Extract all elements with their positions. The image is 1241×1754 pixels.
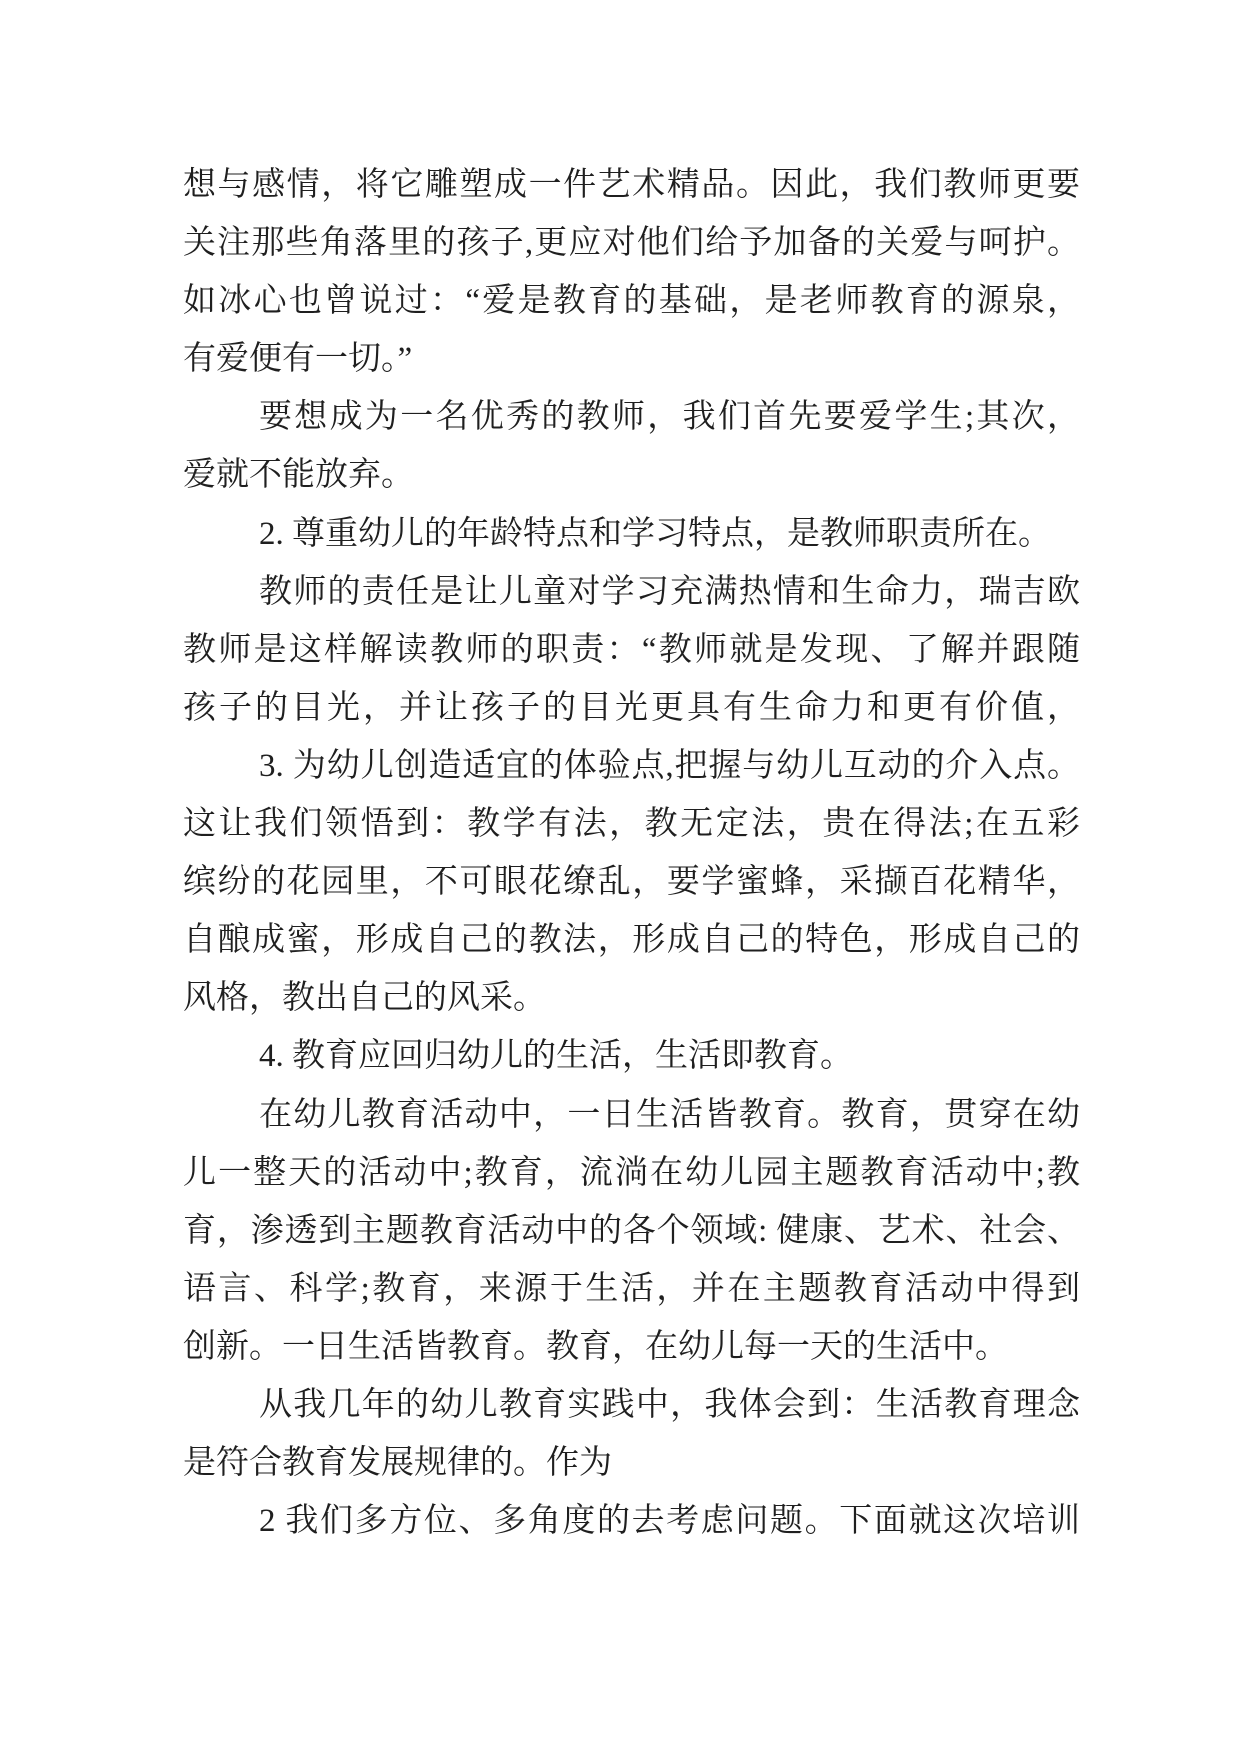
text-line: 2. 尊重幼儿的年龄特点和学习特点，是教师职责所在。 bbox=[259, 515, 1051, 552]
para-point-3 bbox=[183, 737, 1080, 1027]
text-line: 是符合教育发展规律的。作为 bbox=[183, 1445, 612, 1482]
para-teacher-duty bbox=[183, 563, 1080, 737]
text-line: 要想成为一名优秀的教师，我们首先要爱学生;其次， bbox=[259, 399, 1080, 436]
text-line: 4. 教育应回归幼儿的生活，生活即教育。 bbox=[259, 1038, 853, 1075]
para-continuation-love bbox=[183, 156, 1080, 388]
text-line: 想与感情，将它雕塑成一件艺术精品。因此，我们教师更要 bbox=[183, 167, 1080, 203]
text-line: 2 我们多方位、多角度的去考虑问题。下面就这次培训 bbox=[259, 1503, 1080, 1540]
text-line: 爱就不能放弃。 bbox=[183, 457, 414, 494]
text-block bbox=[183, 156, 1080, 1550]
text-line: 缤纷的花园里，不可眼花缭乱，要学蜜蜂，采撷百花精华， bbox=[183, 864, 1080, 901]
text-line: 教师是这样解读教师的职责：“教师就是发现、了解并跟随 bbox=[183, 631, 1080, 668]
text-line: 自酿成蜜，形成自己的教法，形成自己的特色，形成自己的 bbox=[183, 922, 1080, 959]
para-life-education bbox=[183, 1086, 1080, 1376]
text-line: 孩子的目光，并让孩子的目光更具有生命力和更有价值， bbox=[183, 689, 1080, 726]
para-point-2 bbox=[183, 505, 1080, 563]
text-line: 在幼儿教育活动中，一日生活皆教育。教育，贯穿在幼 bbox=[259, 1096, 1080, 1133]
para-point-4 bbox=[183, 1027, 1080, 1085]
text-line: 这让我们领悟到：教学有法，教无定法，贵在得法;在五彩 bbox=[183, 806, 1080, 843]
text-line: 3. 为幼儿创造适宜的体验点,把握与幼儿互动的介入点。 bbox=[259, 747, 1080, 784]
text-line: 育，渗透到主题教育活动中的各个领域: 健康、艺术、社会、 bbox=[183, 1212, 1080, 1249]
text-line: 儿一整天的活动中;教育，流淌在幼儿园主题教育活动中;教 bbox=[183, 1154, 1080, 1191]
text-line: 关注那些角落里的孩子,更应对他们给予加备的关爱与呵护。 bbox=[183, 225, 1080, 262]
para-excellent-teacher bbox=[183, 388, 1080, 504]
text-line: 风格，教出自己的风采。 bbox=[183, 980, 546, 1017]
text-line: 创新。一日生活皆教育。教育，在幼儿每一天的生活中。 bbox=[183, 1328, 1008, 1365]
text-line: 教师的责任是让儿童对学习充满热情和生命力，瑞吉欧 bbox=[259, 573, 1080, 610]
para-practice-insight bbox=[183, 1376, 1080, 1492]
text-line: 如冰心也曾说过：“爱是教育的基础，是老师教育的源泉， bbox=[183, 283, 1080, 320]
text-line: 从我几年的幼儿教育实践中，我体会到：生活教育理念 bbox=[259, 1386, 1080, 1423]
text-line: 有爱便有一切。” bbox=[183, 341, 413, 378]
text-line: 语言、科学;教育，来源于生活，并在主题教育活动中得到 bbox=[183, 1270, 1080, 1307]
para-page2-fragment bbox=[183, 1492, 1080, 1550]
